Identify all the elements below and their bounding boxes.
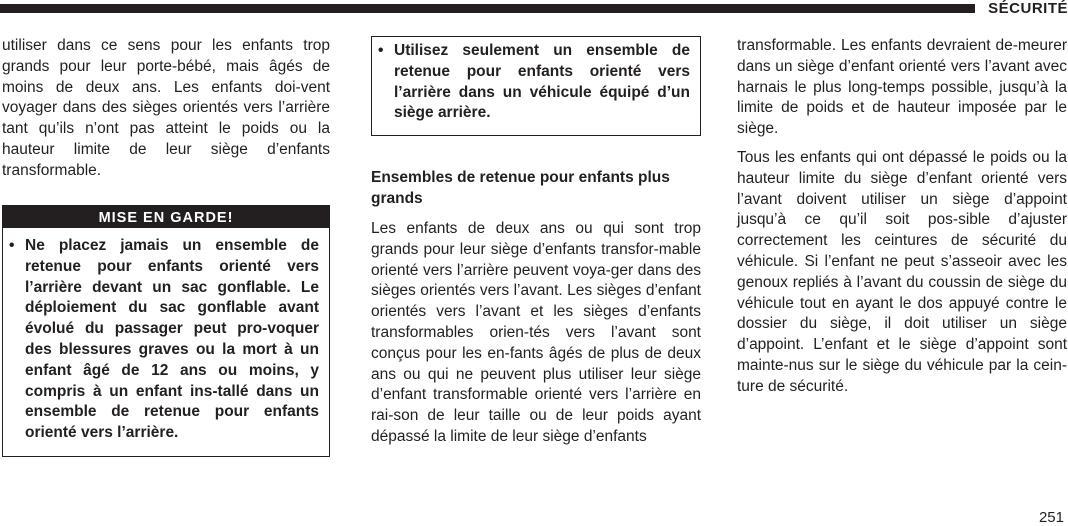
- col2-paragraph: Les enfants de deux ans ou qui sont trop grands pour leur siège d’enfants transfor-mable orienté vers l’arrière peuvent voya-ger dans des sièges orientés vers l’avant. Les sièges d’enfant orientés vers l’avant et les sièges d’enfants transformables orien-tés vers l’avant sont conçus pour les en-fants âgés de plus de deux ans ou qui ne peuvent plus utiliser leur siège d’enfant transformable orienté vers l’arrière en rai-son de leur taille ou de leur poids ayant dépassé la limite de leur siège d’enfants: [371, 220, 701, 445]
- column-3: [737, 36, 1067, 398]
- note-box: [371, 36, 701, 136]
- page-number: 251: [1038, 509, 1064, 526]
- warning-title: MISE EN GARDE!: [3, 206, 329, 228]
- column-2: [371, 219, 701, 448]
- warning-text: Ne placez jamais un ensemble de retenue pour enfants orienté vers l’arrière devant un sac gonflable. Le déploiement du sac gonflable avant évolué du passager peut pro-voquer des blessures graves ou la mort à un enfant âgé de 12 ans ou moins, y compris à un enfant ins-tallé dans un ensemble de retenue pour enfants orienté vers l’arrière.: [25, 237, 319, 442]
- warning-item: [3, 228, 329, 444]
- section-title: SÉCURITÉ: [988, 0, 1068, 17]
- section-heading: Ensembles de retenue pour enfants plus grands: [371, 169, 670, 207]
- column-1: [2, 36, 330, 182]
- warning-box: [2, 205, 330, 457]
- bullet-icon: •: [9, 237, 15, 254]
- col3-paragraph-2: Tous les enfants qui ont dépassé le poids ou la hauteur limite du siège d’enfant orienté vers l’avant doivent utiliser un siège d’appoint jusqu’à ce qu’il soit pos-sible d’ajuster correctement les ceintures de sécurité du véhicule. Si l’enfant ne peut s’asseoir avec les genoux repliés à l’avant du coussin de siège du véhicule tout en ayant le dos appuyé contre le dossier du siège, il doit utiliser un siège d’appoint. L’enfant et le siège d’appoint sont mainte-nus sur le siège du véhicule par la cein-ture de sécurité.: [737, 148, 1067, 395]
- note-item: [372, 37, 700, 124]
- bullet-icon: •: [378, 42, 384, 59]
- header-rule: [0, 4, 975, 13]
- col1-paragraph: utiliser dans ce sens pour les enfants trop grands pour leur porte-bébé, mais âgés de moins de deux ans. Les enfants doi-vent voyager dans des sièges orientés vers l’arrière tant qu’ils n’ont pas atteint le poids ou la hauteur limite de leur siège d’enfants transformable.: [2, 37, 330, 179]
- note-text: Utilisez seulement un ensemble de retenue pour enfants orienté vers l’arrière dans un véhicule équipé d’un siège arrière.: [394, 42, 690, 122]
- col3-paragraph-1: transformable. Les enfants devraient de-meurer dans un siège d’enfant orienté vers l’avant avec harnais le plus long-temps possible, jusqu’à la limite de poids et de hauteur imposée par le siège.: [737, 37, 1067, 138]
